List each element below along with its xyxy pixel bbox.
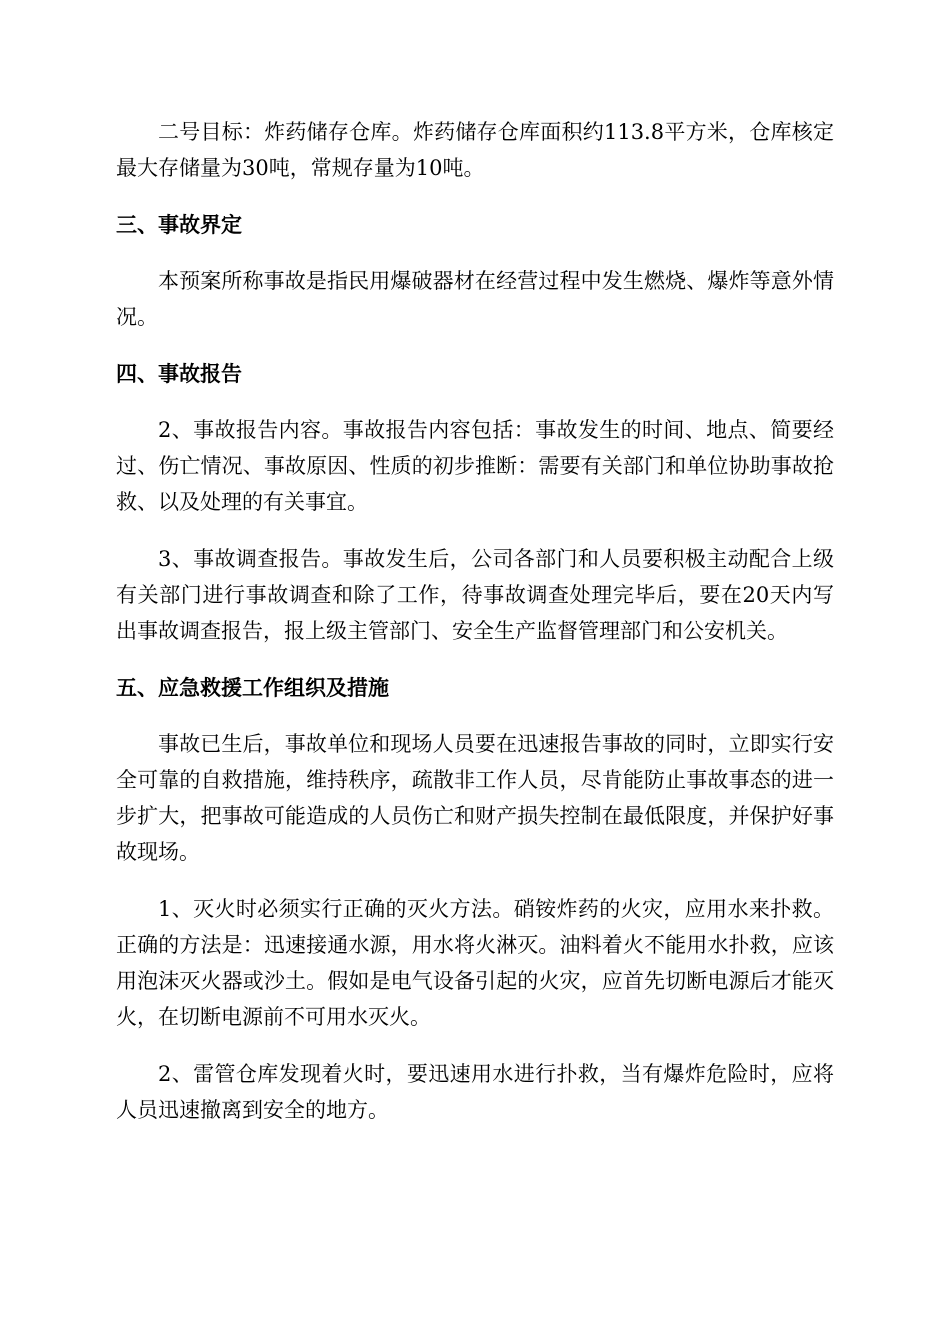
paragraph-investigation-report: 3、事故调查报告。事故发生后，公司各部门和人员要积极主动配合上级有关部门进行事故调查和除了工作，待事故调查处理完毕后，要在20天内写出事故调查报告，报上级主管部门、安全生产监督管理部门和公安机关。 (116, 547, 834, 643)
paragraph-accident-definition: 本预案所称事故是指民用爆破器材在经营过程中发生燃烧、爆炸等意外情况。 (116, 269, 834, 329)
document-body (116, 114, 834, 1149)
paragraph-detonator-warehouse: 2、雷管仓库发现着火时，要迅速用水进行扑救，当有爆炸危险时，应将人员迅速撤离到安全的地方。 (116, 1062, 834, 1122)
heading-accident-report: 四、事故报告 (116, 362, 242, 386)
paragraph-firefighting-method: 1、灭火时必须实行正确的灭火方法。硝铵炸药的火灾，应用水来扑救。正确的方法是：迅速接通水源，用水将火淋灭。油料着火不能用水扑救，应该用泡沫灭火器或沙土。假如是电气设备引起的火灾，应首先切断电源后才能灭火，在切断电源前不可用水灭火。 (116, 897, 834, 1029)
paragraph-emergency-response: 事故已生后，事故单位和现场人员要在迅速报告事故的同时，立即实行安全可靠的自救措施，维持秩序，疏散非工作人员，尽肯能防止事故事态的进一步扩大，把事故可能造成的人员伤亡和财产损失控制在最低限度，并保护好事故现场。 (116, 732, 834, 864)
paragraph-target-two: 二号目标：炸药储存仓库。炸药储存仓库面积约113.8平方米，仓库核定最大存储量为30吨，常规存量为10吨。 (116, 120, 834, 180)
heading-accident-definition: 三、事故界定 (116, 213, 242, 237)
heading-emergency-rescue: 五、应急救援工作组织及措施 (116, 676, 389, 700)
paragraph-report-content: 2、事故报告内容。事故报告内容包括：事故发生的时间、地点、简要经过、伤亡情况、事故原因、性质的初步推断：需要有关部门和单位协助事故抢救、以及处理的有关事宜。 (116, 418, 834, 514)
